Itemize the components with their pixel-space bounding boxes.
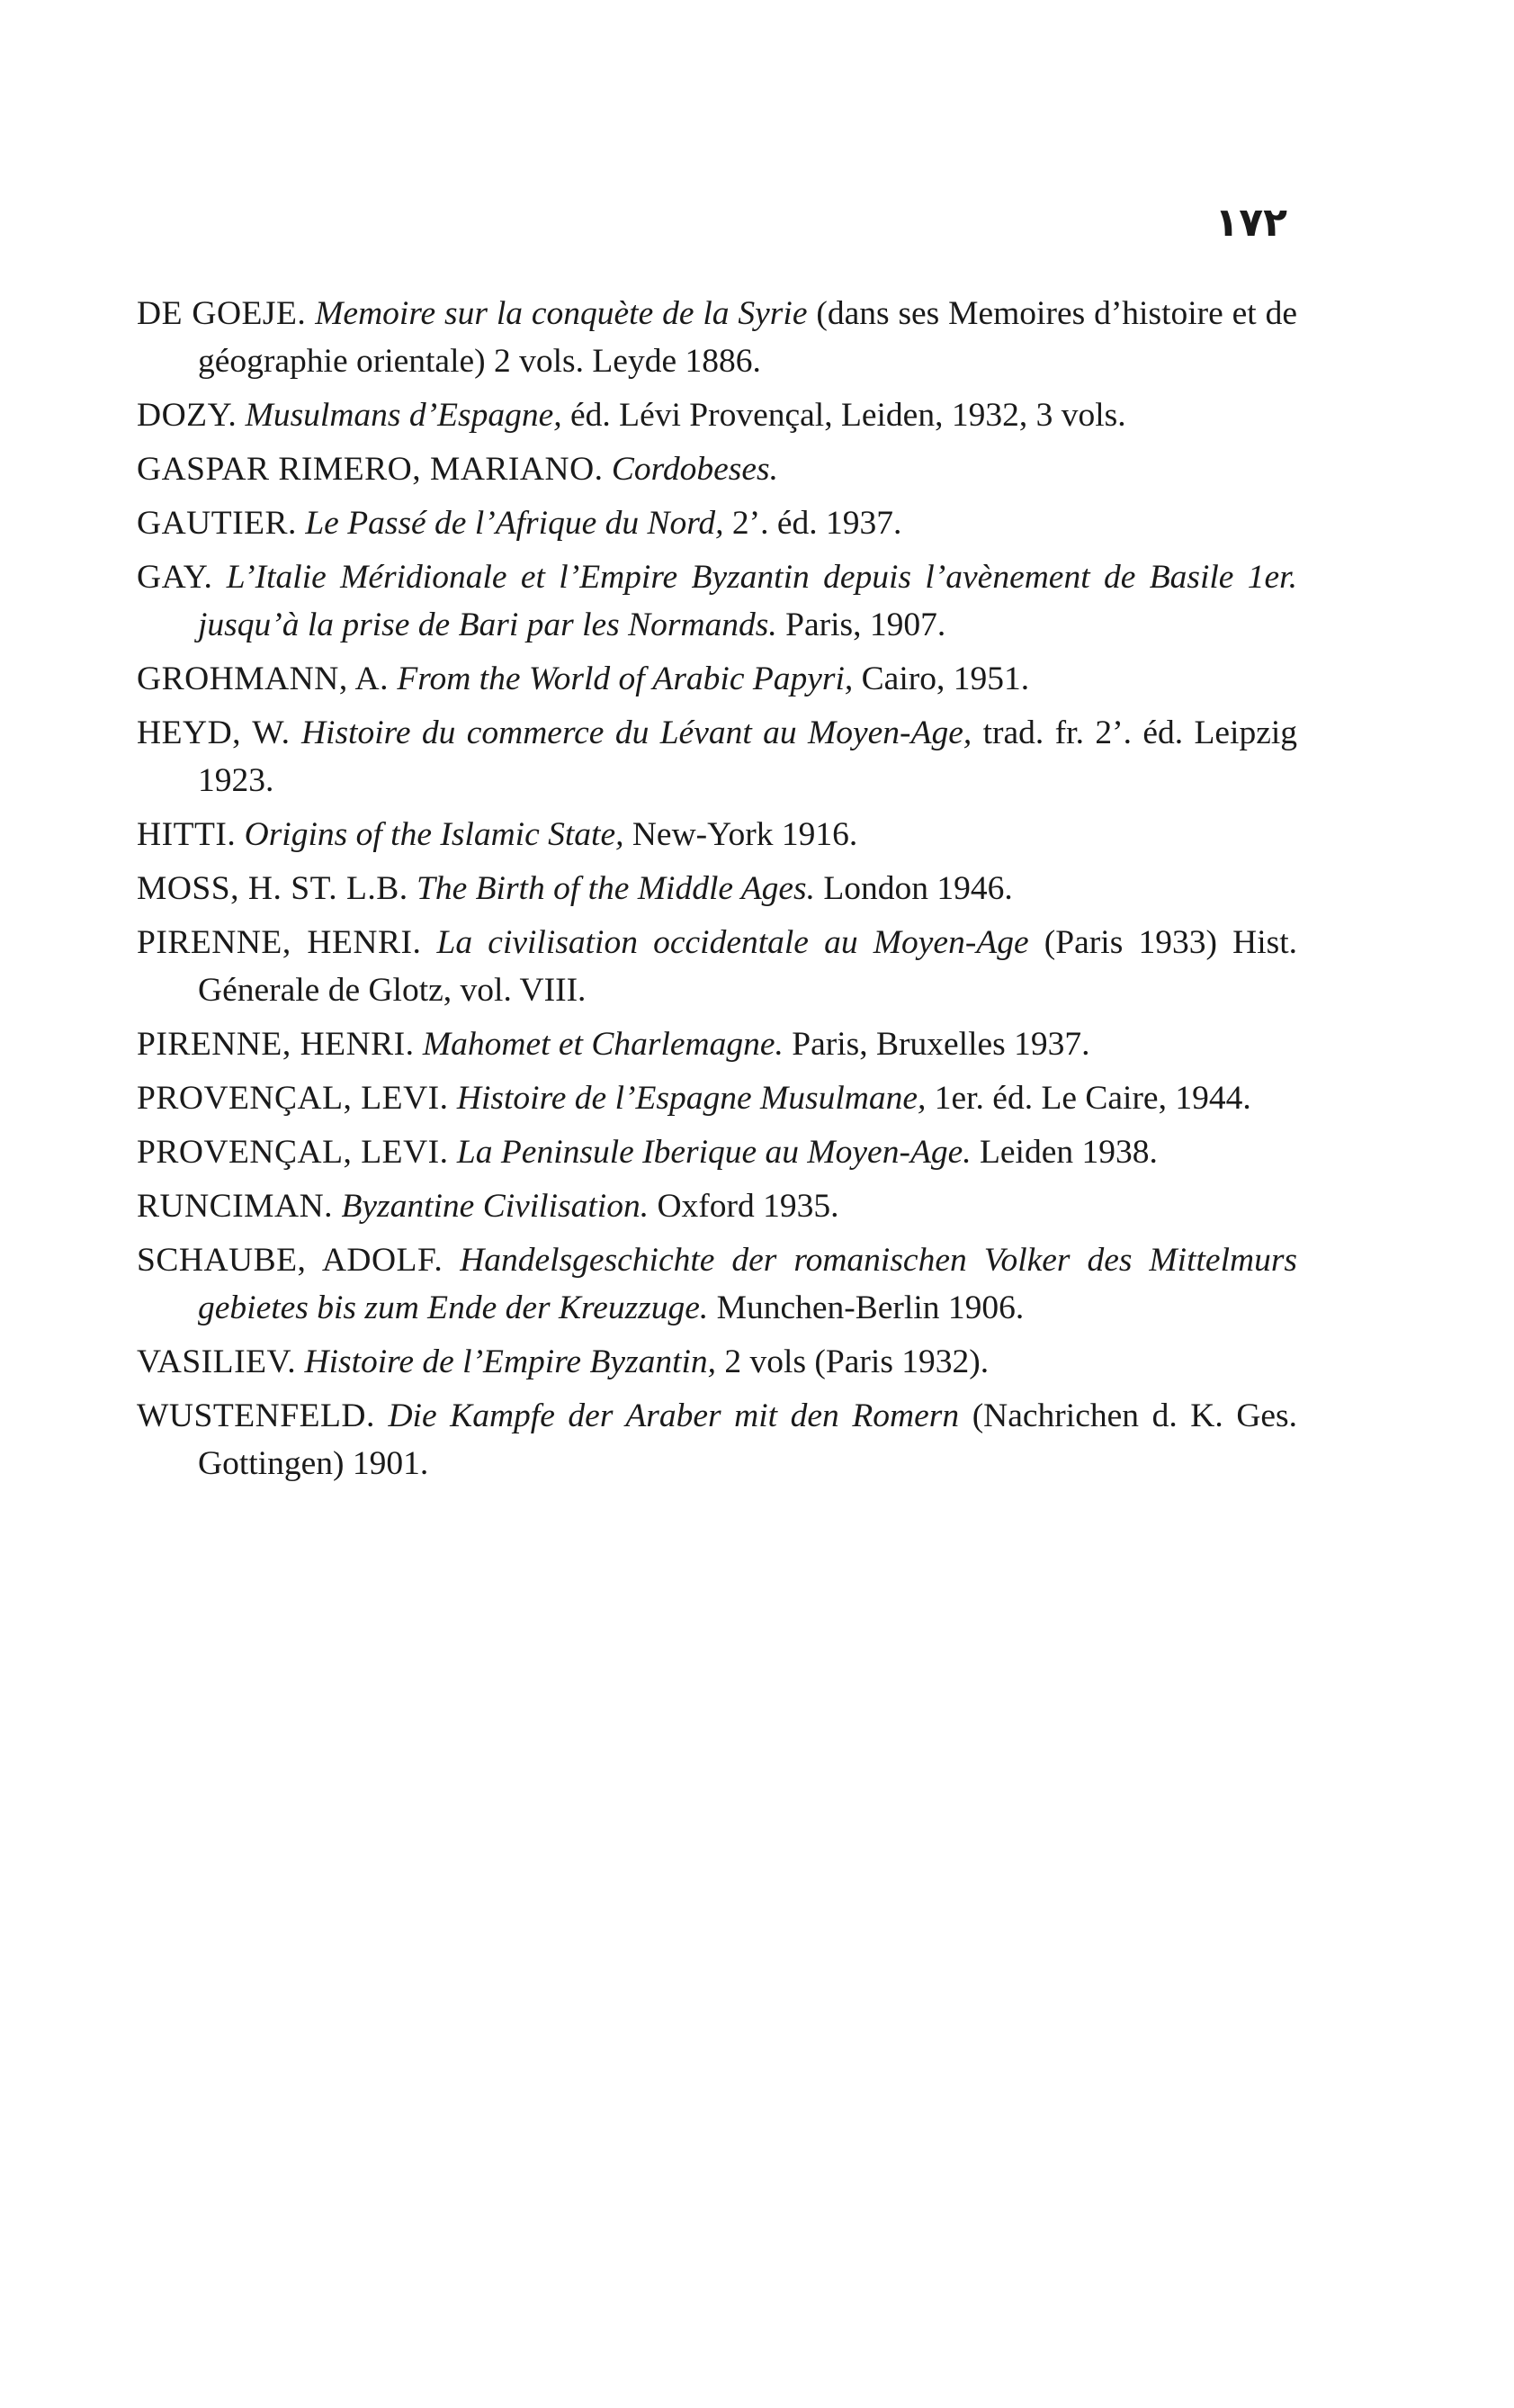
entry-details: Oxford 1935. [657,1188,839,1225]
entry-details: London 1946. [823,870,1013,907]
entry-author: PIRENNE, HENRI. [137,924,422,961]
entry-author: HEYD, W. [137,714,291,751]
entry-author: SCHAUBE, ADOLF. [137,1242,443,1279]
entry-author: PROVENÇAL, LEVI. [137,1080,449,1117]
entry-author: VASILIEV. [137,1343,297,1380]
entry-author: PIRENNE, HENRI. [137,1026,415,1063]
bibliography-entry [137,1074,1297,1122]
entry-details: Leiden 1938. [980,1134,1158,1171]
entry-title: Mahomet et Charlemagne. [422,1026,784,1063]
entry-title: La civilisation occidentale au Moyen-Age [436,924,1029,961]
entry-title: Histoire de l’Espagne Musulmane, [456,1080,927,1117]
entry-title: Handelsgeschichte der romanischen Volker des Mittelmurs gebietes bis zum Ende der Kreuzzuge. [198,1242,1298,1326]
entry-title: From the World of Arabic Papyri, [397,660,854,697]
bibliography-entry [137,1128,1297,1176]
entry-details: trad. fr. 2’. éd. Leipzig 1923. [198,714,1298,799]
entry-title: Byzantine Civilisation. [341,1188,649,1225]
entry-title: La Peninsule Iberique au Moyen-Age. [456,1134,972,1171]
entry-title: Le Passé de l’Afrique du Nord, [305,505,724,542]
entry-author: GROHMANN, A. [137,660,389,697]
bibliography-entry [137,865,1297,912]
bibliography-entry [137,1338,1297,1386]
entry-details: 2 vols (Paris 1932). [724,1343,990,1380]
entry-author: DOZY. [137,397,237,434]
bibliography-entry [137,1392,1297,1487]
entry-title: The Birth of the Middle Ages. [417,870,816,907]
entry-title: Memoire sur la conquète de la Syrie [315,295,808,332]
entry-author: GAUTIER. [137,505,297,542]
bibliography-list [137,290,1297,1494]
entry-title: Histoire de l’Empire Byzantin, [304,1343,717,1380]
bibliography-entry [137,553,1297,649]
entry-title: Histoire du commerce du Lévant au Moyen-Age, [300,714,972,751]
entry-title: L’Italie Méridionale et l’Empire Byzantin depuis l’avènement de Basile 1er. jusqu’à la prise de Bari par les Normands. [198,559,1297,643]
entry-author: GAY. [137,559,213,596]
entry-author: RUNCIMAN. [137,1188,334,1225]
entry-details: Cairo, 1951. [861,660,1030,697]
entry-title: Cordobeses. [611,451,778,488]
bibliography-entry [137,1182,1297,1230]
entry-details: New-York 1916. [632,816,858,853]
bibliography-entry [137,709,1297,804]
entry-details: (dans ses Memoires d’histoire et de géographie orientale) 2 vols. Leyde 1886. [198,295,1297,380]
entry-author: WUSTENFELD. [137,1397,375,1434]
entry-details: (Nachrichen d. K. Ges. Gottingen) 1901. [198,1397,1298,1482]
bibliography-entry [137,655,1297,703]
entry-details: Paris, 1907. [785,606,946,643]
entry-details: Paris, Bruxelles 1937. [792,1026,1090,1063]
page-number: ١٧٢ [1214,200,1287,246]
bibliography-entry [137,499,1297,547]
entry-details: 1er. éd. Le Caire, 1944. [934,1080,1251,1117]
bibliography-entry [137,1236,1297,1332]
bibliography-entry [137,919,1297,1014]
entry-details: (Paris 1933) Hist. Génerale de Glotz, vol. VIII. [198,924,1298,1009]
bibliography-entry [137,391,1297,439]
entry-author: PROVENÇAL, LEVI. [137,1134,449,1171]
entry-title: Origins of the Islamic State, [244,816,624,853]
bibliography-entry [137,445,1297,493]
entry-details: éd. Lévi Provençal, Leiden, 1932, 3 vols. [570,397,1126,434]
bibliography-entry [137,290,1297,385]
entry-title: Die Kampfe der Araber mit den Romern [388,1397,960,1434]
entry-author: GASPAR RIMERO, MARIANO. [137,451,604,488]
entry-author: MOSS, H. ST. L.B. [137,870,408,907]
bibliography-entry [137,811,1297,858]
entry-details: Munchen-Berlin 1906. [716,1289,1025,1326]
entry-details: 2’. éd. 1937. [731,505,902,542]
entry-author: DE GOEJE. [137,295,307,332]
entry-author: HITTI. [137,816,237,853]
entry-title: Musulmans d’Espagne, [245,397,562,434]
bibliography-entry [137,1020,1297,1068]
